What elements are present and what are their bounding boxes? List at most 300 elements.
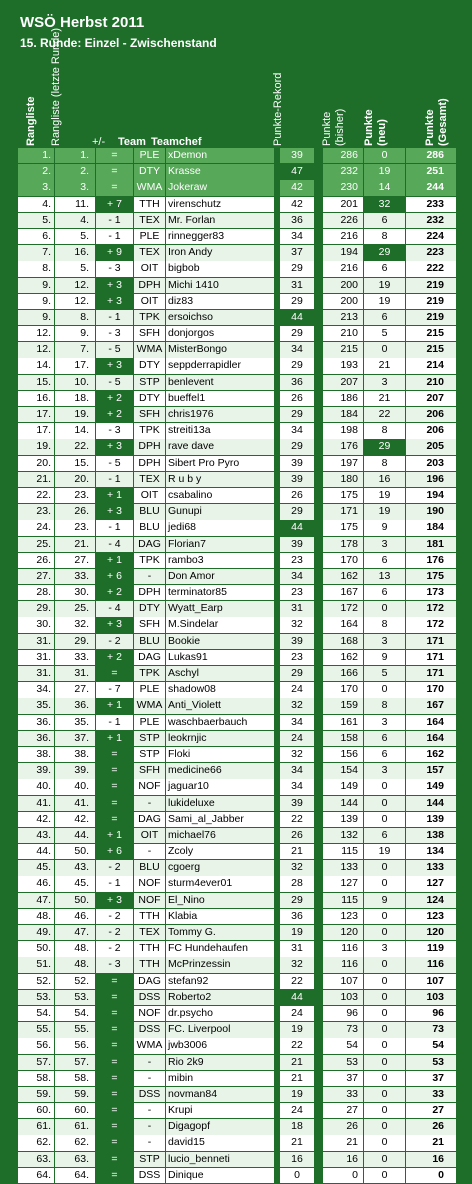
cell-rec: 0 bbox=[280, 1168, 314, 1183]
cell-prevpts: 115 bbox=[323, 893, 363, 908]
cell-prevpts: 226 bbox=[323, 213, 363, 228]
cell-team: DAG bbox=[134, 650, 165, 665]
cell-prevpts: 139 bbox=[323, 812, 363, 827]
cell-chg: = bbox=[96, 1119, 133, 1134]
cell-chief: MisterBongo bbox=[166, 342, 274, 357]
cell-rank: 40. bbox=[18, 779, 54, 794]
table-row bbox=[18, 585, 456, 601]
cell-tot: 120 bbox=[406, 925, 456, 940]
cell-team: PLE bbox=[134, 715, 165, 730]
cell-rank: 1. bbox=[18, 148, 54, 163]
cell-tot: 210 bbox=[406, 375, 456, 390]
cell-prev: 44. bbox=[55, 828, 95, 843]
cell-chg: = bbox=[96, 1168, 133, 1183]
cell-chg: = bbox=[96, 1103, 133, 1118]
cell-rank: 55. bbox=[18, 1022, 54, 1037]
cell-chg: = bbox=[96, 779, 133, 794]
cell-rec: 29 bbox=[280, 326, 314, 341]
cell-chief: Sibert Pro Pyro bbox=[166, 456, 274, 471]
cell-rec: 22 bbox=[280, 974, 314, 989]
table-row bbox=[18, 294, 456, 310]
cell-chg: = bbox=[96, 796, 133, 811]
cell-rec: 16 bbox=[280, 1152, 314, 1167]
cell-tot: 219 bbox=[406, 294, 456, 309]
cell-chief: jedi68 bbox=[166, 520, 274, 535]
cell-chief: Gunupi bbox=[166, 504, 274, 519]
cell-tot: 215 bbox=[406, 342, 456, 357]
cell-rank: 43. bbox=[18, 828, 54, 843]
cell-tot: 164 bbox=[406, 715, 456, 730]
cell-team: NOF bbox=[134, 876, 165, 891]
cell-newpts: 3 bbox=[364, 763, 405, 778]
cell-team: TEX bbox=[134, 213, 165, 228]
cell-tot: 219 bbox=[406, 310, 456, 325]
cell-chief: Digagopf bbox=[166, 1119, 274, 1134]
cell-newpts: 19 bbox=[364, 488, 405, 503]
table-row bbox=[18, 164, 456, 180]
cell-tot: 286 bbox=[406, 148, 456, 163]
cell-newpts: 32 bbox=[364, 197, 405, 212]
cell-team: DAG bbox=[134, 812, 165, 827]
cell-chg: + 2 bbox=[96, 585, 133, 600]
cell-newpts: 8 bbox=[364, 423, 405, 438]
cell-rank: 23. bbox=[18, 504, 54, 519]
cell-team: DAG bbox=[134, 537, 165, 552]
cell-rank: 45. bbox=[18, 860, 54, 875]
cell-chg: + 2 bbox=[96, 650, 133, 665]
cell-newpts: 6 bbox=[364, 553, 405, 568]
cell-team: TTH bbox=[134, 957, 165, 972]
cell-rec: 34 bbox=[280, 229, 314, 244]
table-row bbox=[18, 520, 456, 536]
cell-chg: + 1 bbox=[96, 488, 133, 503]
cell-prev: 30. bbox=[55, 585, 95, 600]
cell-chief: shadow08 bbox=[166, 682, 274, 697]
cell-rec: 21 bbox=[280, 1071, 314, 1086]
cell-prev: 21. bbox=[55, 537, 95, 552]
cell-tot: 171 bbox=[406, 666, 456, 681]
cell-chief: terminator85 bbox=[166, 585, 274, 600]
cell-chief: lukideluxe bbox=[166, 796, 274, 811]
cell-rank: 17. bbox=[18, 407, 54, 422]
cell-prev: 1. bbox=[55, 148, 95, 163]
cell-newpts: 22 bbox=[364, 407, 405, 422]
cell-tot: 144 bbox=[406, 796, 456, 811]
cell-chg: - 4 bbox=[96, 601, 133, 616]
cell-chg: = bbox=[96, 1152, 133, 1167]
cell-prevpts: 197 bbox=[323, 456, 363, 471]
cell-rec: 24 bbox=[280, 682, 314, 697]
cell-rec: 47 bbox=[280, 164, 314, 179]
cell-team: TTH bbox=[134, 197, 165, 212]
cell-chief: R u b y bbox=[166, 472, 274, 487]
table-row bbox=[18, 796, 456, 812]
cell-rank: 22. bbox=[18, 488, 54, 503]
cell-prev: 35. bbox=[55, 715, 95, 730]
cell-prev: 22. bbox=[55, 439, 95, 454]
cell-newpts: 0 bbox=[364, 1022, 405, 1037]
cell-chief: sturm4ever01 bbox=[166, 876, 274, 891]
cell-chg: + 2 bbox=[96, 391, 133, 406]
cell-tot: 173 bbox=[406, 585, 456, 600]
cell-team: STP bbox=[134, 375, 165, 390]
table-row bbox=[18, 180, 456, 196]
cell-prevpts: 172 bbox=[323, 601, 363, 616]
table-row bbox=[18, 456, 456, 472]
table-row bbox=[18, 375, 456, 391]
cell-tot: 149 bbox=[406, 779, 456, 794]
cell-team: STP bbox=[134, 731, 165, 746]
cell-rec: 29 bbox=[280, 504, 314, 519]
cell-tot: 184 bbox=[406, 520, 456, 535]
cell-rank: 2. bbox=[18, 164, 54, 179]
cell-chief: michael76 bbox=[166, 828, 274, 843]
cell-newpts: 0 bbox=[364, 974, 405, 989]
cell-chg: = bbox=[96, 812, 133, 827]
cell-prev: 12. bbox=[55, 294, 95, 309]
cell-tot: 37 bbox=[406, 1071, 456, 1086]
page-subtitle: 15. Runde: Einzel - Zwischenstand bbox=[20, 36, 217, 50]
cell-prevpts: 123 bbox=[323, 909, 363, 924]
cell-tot: 214 bbox=[406, 358, 456, 373]
cell-newpts: 8 bbox=[364, 698, 405, 713]
cell-rec: 29 bbox=[280, 666, 314, 681]
cell-chg: + 1 bbox=[96, 553, 133, 568]
cell-chief: Krasse bbox=[166, 164, 274, 179]
cell-newpts: 0 bbox=[364, 860, 405, 875]
cell-rank: 59. bbox=[18, 1087, 54, 1102]
table-row bbox=[18, 715, 456, 731]
cell-prevpts: 215 bbox=[323, 342, 363, 357]
cell-prevpts: 175 bbox=[323, 488, 363, 503]
cell-prev: 55. bbox=[55, 1022, 95, 1037]
cell-rec: 19 bbox=[280, 1022, 314, 1037]
cell-chg: + 3 bbox=[96, 504, 133, 519]
cell-prevpts: 200 bbox=[323, 278, 363, 293]
table-row bbox=[18, 1135, 456, 1151]
cell-tot: 164 bbox=[406, 731, 456, 746]
cell-prevpts: 116 bbox=[323, 941, 363, 956]
cell-chg: - 1 bbox=[96, 876, 133, 891]
cell-rank: 12. bbox=[18, 326, 54, 341]
cell-team: - bbox=[134, 1135, 165, 1150]
cell-prev: 19. bbox=[55, 407, 95, 422]
table-row bbox=[18, 326, 456, 342]
table-row bbox=[18, 1168, 456, 1184]
cell-rec: 39 bbox=[280, 634, 314, 649]
cell-rank: 36. bbox=[18, 715, 54, 730]
cell-team: TEX bbox=[134, 925, 165, 940]
cell-prev: 25. bbox=[55, 601, 95, 616]
cell-prevpts: 171 bbox=[323, 504, 363, 519]
cell-rank: 29. bbox=[18, 601, 54, 616]
table-row bbox=[18, 197, 456, 213]
cell-chief: Bookie bbox=[166, 634, 274, 649]
cell-prevpts: 164 bbox=[323, 617, 363, 632]
cell-newpts: 3 bbox=[364, 941, 405, 956]
cell-tot: 171 bbox=[406, 650, 456, 665]
table-row bbox=[18, 893, 456, 909]
cell-rec: 39 bbox=[280, 456, 314, 471]
cell-team: DPH bbox=[134, 439, 165, 454]
cell-newpts: 6 bbox=[364, 747, 405, 762]
cell-team: PLE bbox=[134, 229, 165, 244]
cell-team: - bbox=[134, 569, 165, 584]
table-row bbox=[18, 666, 456, 682]
cell-team: SFH bbox=[134, 617, 165, 632]
cell-team: DAG bbox=[134, 974, 165, 989]
cell-rank: 9. bbox=[18, 294, 54, 309]
cell-team: DTY bbox=[134, 601, 165, 616]
cell-chg: - 2 bbox=[96, 860, 133, 875]
cell-team: DTY bbox=[134, 391, 165, 406]
cell-rank: 62. bbox=[18, 1135, 54, 1150]
cell-chief: Krupi bbox=[166, 1103, 274, 1118]
cell-prev: 36. bbox=[55, 698, 95, 713]
cell-newpts: 19 bbox=[364, 164, 405, 179]
header-total: Punkte (Gesamt) bbox=[424, 98, 449, 146]
cell-tot: 170 bbox=[406, 682, 456, 697]
cell-chg: = bbox=[96, 763, 133, 778]
table-row bbox=[18, 488, 456, 504]
table-row bbox=[18, 828, 456, 844]
cell-prev: 57. bbox=[55, 1055, 95, 1070]
table-row bbox=[18, 148, 456, 164]
cell-rank: 6. bbox=[18, 229, 54, 244]
cell-team: TEX bbox=[134, 472, 165, 487]
cell-tot: 16 bbox=[406, 1152, 456, 1167]
table-row bbox=[18, 537, 456, 553]
cell-rank: 63. bbox=[18, 1152, 54, 1167]
cell-prev: 23. bbox=[55, 520, 95, 535]
table-row bbox=[18, 650, 456, 666]
cell-tot: 207 bbox=[406, 391, 456, 406]
table-row bbox=[18, 423, 456, 439]
cell-prevpts: 37 bbox=[323, 1071, 363, 1086]
cell-newpts: 8 bbox=[364, 456, 405, 471]
cell-rec: 39 bbox=[280, 796, 314, 811]
header-prev-rank: Rangliste (letzte Runde) bbox=[50, 27, 62, 146]
cell-rank: 5. bbox=[18, 213, 54, 228]
cell-team: TTH bbox=[134, 909, 165, 924]
cell-tot: 196 bbox=[406, 472, 456, 487]
cell-prev: 61. bbox=[55, 1119, 95, 1134]
header-new-points: Punkte (neu) bbox=[363, 109, 388, 146]
cell-team: WMA bbox=[134, 1038, 165, 1053]
cell-chg: + 2 bbox=[96, 407, 133, 422]
cell-rec: 34 bbox=[280, 715, 314, 730]
cell-chg: = bbox=[96, 1055, 133, 1070]
cell-tot: 107 bbox=[406, 974, 456, 989]
cell-tot: 124 bbox=[406, 893, 456, 908]
cell-team: SFH bbox=[134, 407, 165, 422]
cell-rec: 21 bbox=[280, 1135, 314, 1150]
cell-chief: benlevent bbox=[166, 375, 274, 390]
cell-newpts: 6 bbox=[364, 585, 405, 600]
cell-rank: 64. bbox=[18, 1168, 54, 1183]
table-row bbox=[18, 1038, 456, 1054]
cell-tot: 203 bbox=[406, 456, 456, 471]
table-row bbox=[18, 763, 456, 779]
header-change: +/- bbox=[92, 136, 106, 148]
table-row bbox=[18, 779, 456, 795]
cell-team: OIT bbox=[134, 294, 165, 309]
cell-chg: - 2 bbox=[96, 925, 133, 940]
cell-chief: seppderrapidler bbox=[166, 358, 274, 373]
cell-prev: 33. bbox=[55, 569, 95, 584]
cell-chief: FC. Liverpool bbox=[166, 1022, 274, 1037]
cell-chg: + 1 bbox=[96, 698, 133, 713]
cell-rank: 31. bbox=[18, 634, 54, 649]
cell-rec: 39 bbox=[280, 537, 314, 552]
cell-team: DPH bbox=[134, 456, 165, 471]
table-row bbox=[18, 261, 456, 277]
cell-chief: rave dave bbox=[166, 439, 274, 454]
cell-newpts: 0 bbox=[364, 812, 405, 827]
cell-rank: 26. bbox=[18, 553, 54, 568]
cell-rank: 34. bbox=[18, 682, 54, 697]
cell-rec: 44 bbox=[280, 520, 314, 535]
cell-newpts: 0 bbox=[364, 1119, 405, 1134]
cell-rec: 32 bbox=[280, 698, 314, 713]
cell-team: WMA bbox=[134, 342, 165, 357]
cell-team: STP bbox=[134, 1152, 165, 1167]
cell-chg: + 6 bbox=[96, 569, 133, 584]
cell-tot: 27 bbox=[406, 1103, 456, 1118]
cell-prevpts: 216 bbox=[323, 229, 363, 244]
cell-chg: + 7 bbox=[96, 197, 133, 212]
cell-newpts: 5 bbox=[364, 666, 405, 681]
cell-rank: 36. bbox=[18, 731, 54, 746]
table-row bbox=[18, 1087, 456, 1103]
cell-rec: 23 bbox=[280, 650, 314, 665]
cell-rec: 21 bbox=[280, 844, 314, 859]
table-row bbox=[18, 617, 456, 633]
cell-chief: dr.psycho bbox=[166, 1006, 274, 1021]
cell-chief: rambo3 bbox=[166, 553, 274, 568]
cell-tot: 133 bbox=[406, 860, 456, 875]
cell-prevpts: 161 bbox=[323, 715, 363, 730]
cell-prevpts: 116 bbox=[323, 957, 363, 972]
cell-newpts: 3 bbox=[364, 537, 405, 552]
cell-rec: 18 bbox=[280, 1119, 314, 1134]
cell-chg: = bbox=[96, 747, 133, 762]
cell-prev: 26. bbox=[55, 504, 95, 519]
cell-chg: - 1 bbox=[96, 310, 133, 325]
cell-team: BLU bbox=[134, 634, 165, 649]
cell-team: TPK bbox=[134, 310, 165, 325]
cell-chief: Michi 1410 bbox=[166, 278, 274, 293]
cell-prevpts: 180 bbox=[323, 472, 363, 487]
cell-chg: - 2 bbox=[96, 941, 133, 956]
cell-rank: 24. bbox=[18, 520, 54, 535]
cell-rec: 32 bbox=[280, 860, 314, 875]
cell-rank: 17. bbox=[18, 423, 54, 438]
cell-rec: 34 bbox=[280, 763, 314, 778]
table-row bbox=[18, 941, 456, 957]
cell-rec: 36 bbox=[280, 213, 314, 228]
cell-prevpts: 159 bbox=[323, 698, 363, 713]
cell-newpts: 0 bbox=[364, 1168, 405, 1183]
table-row bbox=[18, 634, 456, 650]
cell-chief: Roberto2 bbox=[166, 990, 274, 1005]
cell-rank: 27. bbox=[18, 569, 54, 584]
table-row bbox=[18, 990, 456, 1006]
cell-rank: 56. bbox=[18, 1038, 54, 1053]
cell-prevpts: 27 bbox=[323, 1103, 363, 1118]
cell-chg: - 1 bbox=[96, 472, 133, 487]
cell-rec: 26 bbox=[280, 828, 314, 843]
cell-team: SFH bbox=[134, 763, 165, 778]
cell-rec: 23 bbox=[280, 553, 314, 568]
cell-newpts: 29 bbox=[364, 439, 405, 454]
cell-prevpts: 230 bbox=[323, 180, 363, 195]
header-chief: Teamchef bbox=[151, 136, 202, 148]
cell-prevpts: 207 bbox=[323, 375, 363, 390]
table-row bbox=[18, 731, 456, 747]
cell-prev: 54. bbox=[55, 1006, 95, 1021]
cell-tot: 21 bbox=[406, 1135, 456, 1150]
table-row bbox=[18, 844, 456, 860]
cell-chg: + 6 bbox=[96, 844, 133, 859]
cell-prev: 41. bbox=[55, 796, 95, 811]
cell-prevpts: 158 bbox=[323, 731, 363, 746]
cell-tot: 181 bbox=[406, 537, 456, 552]
cell-team: NOF bbox=[134, 1006, 165, 1021]
cell-team: DSS bbox=[134, 1022, 165, 1037]
table-row bbox=[18, 278, 456, 294]
cell-chief: streiti13a bbox=[166, 423, 274, 438]
cell-chief: leokrnjic bbox=[166, 731, 274, 746]
cell-tot: 123 bbox=[406, 909, 456, 924]
cell-rank: 3. bbox=[18, 180, 54, 195]
cell-rank: 4. bbox=[18, 197, 54, 212]
cell-rec: 29 bbox=[280, 294, 314, 309]
cell-tot: 167 bbox=[406, 698, 456, 713]
table-row bbox=[18, 342, 456, 358]
cell-team: - bbox=[134, 1055, 165, 1070]
cell-prev: 18. bbox=[55, 391, 95, 406]
cell-tot: 162 bbox=[406, 747, 456, 762]
cell-chief: xDemon bbox=[166, 148, 274, 163]
cell-team: TPK bbox=[134, 423, 165, 438]
cell-prev: 10. bbox=[55, 375, 95, 390]
cell-chg: = bbox=[96, 1022, 133, 1037]
cell-prev: 15. bbox=[55, 456, 95, 471]
cell-newpts: 6 bbox=[364, 828, 405, 843]
cell-prev: 40. bbox=[55, 779, 95, 794]
cell-chg: + 1 bbox=[96, 731, 133, 746]
cell-prev: 45. bbox=[55, 876, 95, 891]
cell-prev: 11. bbox=[55, 197, 95, 212]
cell-team: - bbox=[134, 844, 165, 859]
cell-rank: 42. bbox=[18, 812, 54, 827]
cell-newpts: 19 bbox=[364, 844, 405, 859]
cell-chg: - 1 bbox=[96, 520, 133, 535]
cell-rank: 21. bbox=[18, 472, 54, 487]
cell-rec: 36 bbox=[280, 375, 314, 390]
cell-newpts: 8 bbox=[364, 617, 405, 632]
cell-team: TEX bbox=[134, 245, 165, 260]
cell-rec: 31 bbox=[280, 278, 314, 293]
cell-rank: 41. bbox=[18, 796, 54, 811]
table-row bbox=[18, 504, 456, 520]
table-row bbox=[18, 1119, 456, 1135]
cell-chg: + 9 bbox=[96, 245, 133, 260]
cell-prevpts: 216 bbox=[323, 261, 363, 276]
cell-rec: 24 bbox=[280, 1006, 314, 1021]
cell-prevpts: 232 bbox=[323, 164, 363, 179]
